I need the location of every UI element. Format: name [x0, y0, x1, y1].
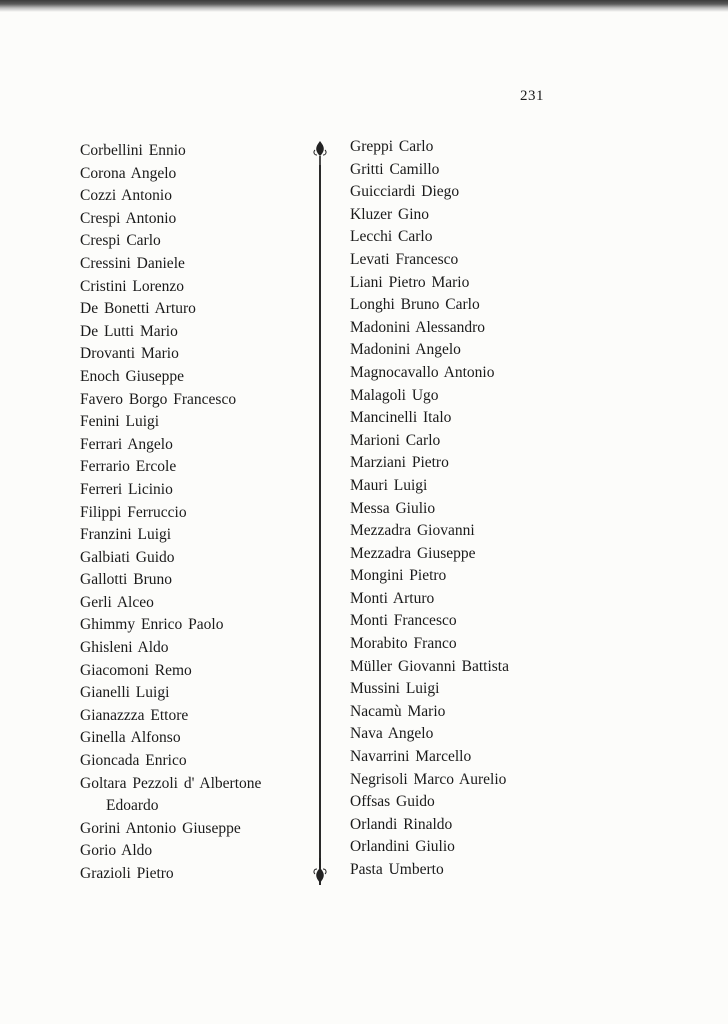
name-entry: Madonini Angelo: [350, 341, 461, 359]
name-entry: Fenini Luigi: [80, 413, 160, 431]
name-entry: Magnocavallo Antonio: [350, 363, 495, 381]
name-entry: Mezzadra Giovanni: [350, 522, 475, 540]
scan-edge: [0, 0, 728, 12]
name-entry: Cressini Daniele: [80, 254, 185, 272]
name-entry: Marioni Carlo: [350, 431, 441, 449]
name-entry: Filippi Ferruccio: [80, 503, 187, 521]
name-entry: Lecchi Carlo: [350, 228, 433, 246]
name-entry: Nacamù Mario: [350, 702, 446, 720]
name-entry: Morabito Franco: [350, 635, 457, 653]
name-entry: Navarrini Marcello: [350, 748, 472, 766]
name-entry: Favero Borgo Francesco: [80, 390, 237, 408]
name-entry: Gritti Camillo: [350, 160, 440, 178]
name-entry: Monti Francesco: [350, 612, 457, 630]
name-entry: Madonini Alessandro: [350, 318, 486, 336]
name-entry: Ghimmy Enrico Paolo: [80, 616, 224, 634]
name-entry: Mongini Pietro: [350, 567, 447, 585]
name-entry: Marziani Pietro: [350, 454, 449, 472]
name-entry: Monti Arturo: [350, 589, 435, 607]
name-entry: Pasta Umberto: [350, 861, 444, 878]
name-entry: Mezzadra Giuseppe: [350, 544, 476, 562]
name-entry: Goltara Pezzoli d' Albertone: [80, 774, 262, 792]
name-entry: Ferreri Licinio: [80, 480, 173, 498]
name-entry: Ghisleni Aldo: [80, 639, 169, 657]
name-entry: Liani Pietro Mario: [350, 273, 470, 291]
name-entry: Guicciardi Diego: [350, 183, 460, 201]
fleuron-ornament-icon: [312, 858, 328, 884]
name-entry: Gianazzza Ettore: [80, 706, 189, 724]
name-entry: Gallotti Bruno: [80, 571, 172, 589]
name-entry: Negrisoli Marco Aurelio: [350, 770, 507, 788]
name-entry: De Bonetti Arturo: [80, 300, 196, 318]
name-entry: Cozzi Antonio: [80, 187, 172, 205]
name-entry: Gorio Aldo: [80, 842, 153, 860]
name-entry: Ginella Alfonso: [80, 729, 181, 747]
name-entry: Ferrario Ercole: [80, 458, 177, 476]
names-column-left: [80, 140, 261, 886]
name-entry: Messa Giulio: [350, 499, 436, 517]
name-entry: Grazioli Pietro: [80, 865, 174, 882]
name-entry: Greppi Carlo: [350, 138, 434, 155]
name-entry: Gianelli Luigi: [80, 684, 170, 702]
fleuron-ornament-icon: [312, 140, 328, 166]
name-entry: Longhi Bruno Carlo: [350, 296, 480, 314]
name-entry: Offsas Guido: [350, 793, 435, 811]
name-entry: Corona Angelo: [80, 164, 177, 182]
name-entry: Franzini Luigi: [80, 526, 172, 544]
name-entry: Corbellini Ennio: [80, 142, 186, 159]
name-entry: Crespi Antonio: [80, 209, 177, 227]
name-entry: Enoch Giuseppe: [80, 367, 185, 385]
name-entry: Giacomoni Remo: [80, 661, 192, 679]
name-entry: Galbiati Guido: [80, 548, 175, 566]
name-entry: Gerli Alceo: [80, 593, 154, 611]
page-number: 231: [520, 88, 544, 104]
name-entry: Malagoli Ugo: [350, 386, 439, 404]
name-entry: De Lutti Mario: [80, 322, 178, 340]
name-entry-continuation: Edoardo: [106, 797, 159, 815]
name-entry: Gorini Antonio Giuseppe: [80, 819, 241, 837]
name-entry: Mussini Luigi: [350, 680, 440, 698]
name-entry: Drovanti Mario: [80, 345, 179, 363]
name-entry: Gioncada Enrico: [80, 752, 187, 770]
name-entry: Mancinelli Italo: [350, 409, 452, 427]
name-entry: Mauri Luigi: [350, 476, 428, 494]
name-entry: Levati Francesco: [350, 250, 459, 268]
name-entry: Orlandi Rinaldo: [350, 815, 453, 833]
column-divider: [319, 165, 321, 885]
name-entry: Cristini Lorenzo: [80, 277, 185, 295]
name-entry: Müller Giovanni Battista: [350, 657, 509, 675]
name-entry: Crespi Carlo: [80, 232, 161, 250]
name-entry: Orlandini Giulio: [350, 838, 455, 856]
name-entry: Kluzer Gino: [350, 205, 430, 223]
name-entry: Ferrari Angelo: [80, 435, 173, 453]
name-entry: Nava Angelo: [350, 725, 434, 743]
names-column-right: [350, 136, 509, 882]
